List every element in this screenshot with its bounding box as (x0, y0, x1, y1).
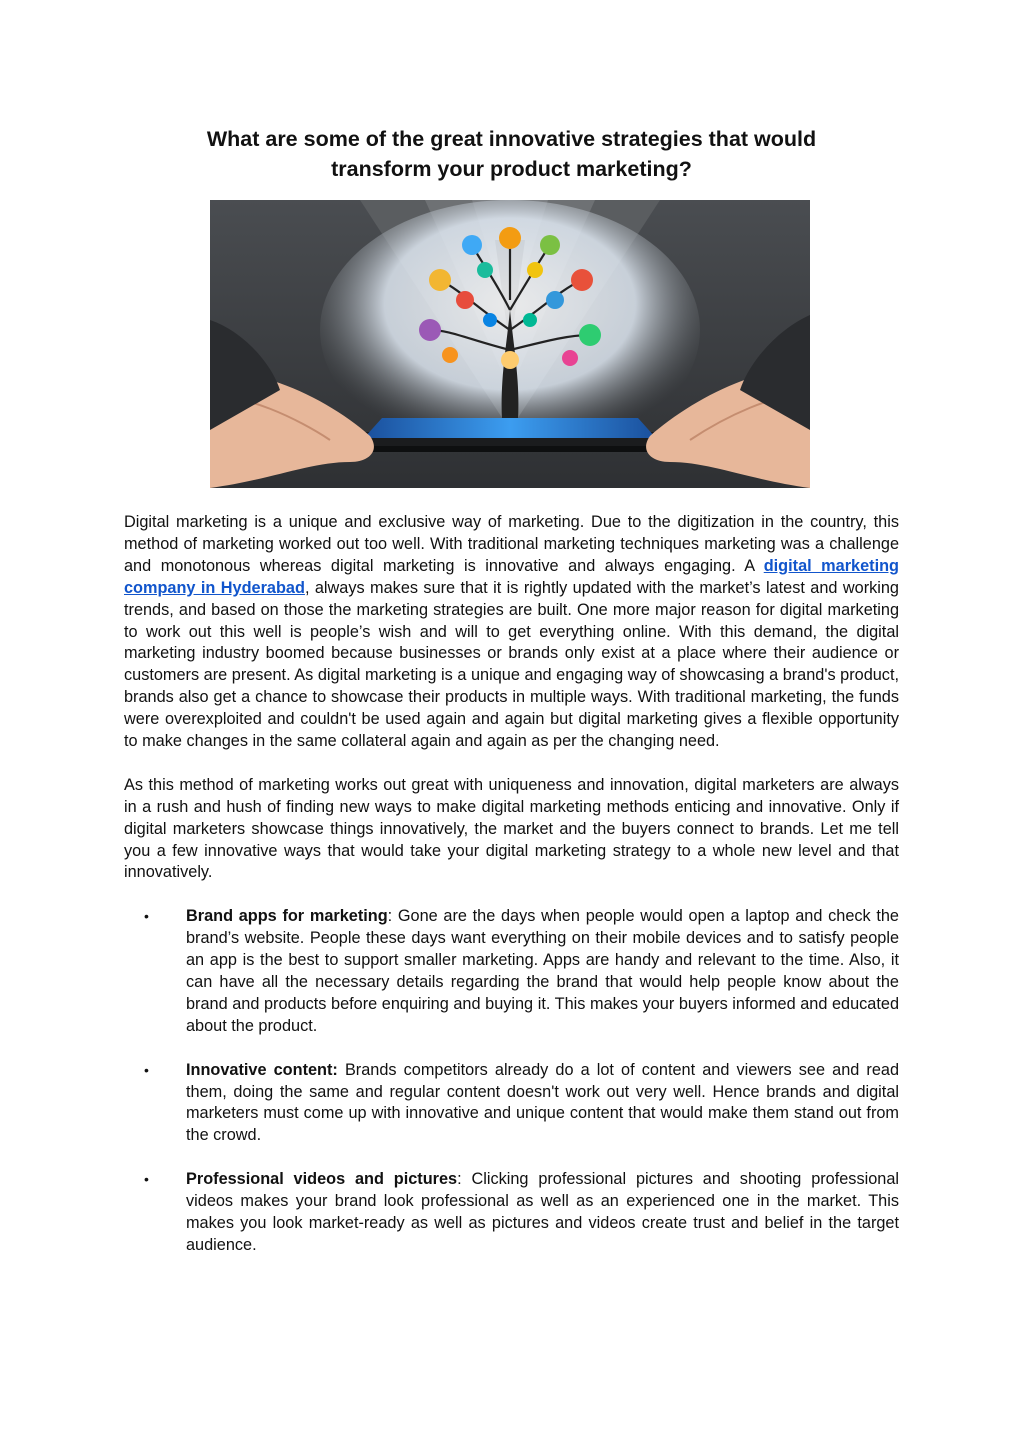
list-item (124, 1060, 899, 1148)
list-item-title: Brand apps for marketing (186, 907, 388, 926)
list-item-title: Professional videos and pictures (186, 1170, 458, 1189)
list-item-text: : Gone are the days when people would open a laptop and check the brand’s website. People these days want everything on their mobile devices and to satisfy people an app is the best to support smaller marketing. Apps are handy and relevant to the time. Also, it can have all the necessary details regarding the brand that would help people know about the brand and products before enquiring and buying it. This makes your buyers informed and educated about the product. (186, 907, 899, 1035)
intro-paragraph (124, 512, 899, 753)
company-link[interactable]: digital marketing company in Hyderabad (124, 556, 899, 597)
title-line-1: What are some of the great innovative strategies that would (206, 127, 817, 151)
list-item (124, 1169, 899, 1257)
list-item-text: Brands competitors already do a lot of content and viewers see and read them, doing the same and regular content doesn't work out very well. Hence brands and digital marketers must come up with innovative and unique content that would make them stand out from the crowd. (186, 1060, 899, 1145)
tablet-marketing-tree-image (210, 200, 810, 488)
list-item (124, 906, 899, 1037)
second-paragraph: As this method of marketing works out great with uniqueness and innovation, digital marketers are always in a rush and hush of finding new ways to make digital marketing methods enticing and innovative. Only if digital marketers showcase things innovatively, the market and the buyers connect to brands. Let me tell you a few innovative ways that would take your digital marketing strategy to a whole new level and that innovatively. (124, 775, 899, 882)
bullet-icon: • (144, 1171, 149, 1188)
hero-image (210, 200, 810, 488)
list-item-text: : Clicking professional pictures and shooting professional videos makes your brand look professional as well as an experienced one in the market. This makes you look market-ready as well as pictures and videos create trust and belief in the target audience. (186, 1170, 899, 1254)
strategy-list (124, 906, 899, 1256)
page-title (124, 124, 899, 184)
intro-text-start: Digital marketing is a unique and exclusive way of marketing. Due to the digitization in the country, this method of marketing worked out too well. With traditional marketing techniques marketing was a challenge and monotonous whereas digital marketing is innovative and always engaging. A (124, 513, 899, 575)
bullet-icon: • (144, 908, 149, 925)
list-item-title: Innovative content: (186, 1060, 338, 1079)
intro-text-end: , always makes sure that it is rightly updated with the market’s latest and working trends, and based on those the marketing strategies are built. One more major reason for digital marketing to work out this well is people’s wish and will to get everything online. With this demand, the digital marketing industry boomed because businesses or brands only exist at a place where their audience or customers are present. As digital marketing is a unique and engaging way of showcasing a brand's product, brands also get a chance to showcase their products in multiple ways. With traditional marketing, the funds were overexploited and couldn't be used again and again but digital marketing gives a flexible opportunity to make changes in the same collateral again and again as per the changing need. (124, 578, 899, 751)
title-line-2: transform your product marketing? (331, 157, 692, 181)
bullet-icon: • (144, 1061, 149, 1078)
article-body (124, 512, 899, 1279)
